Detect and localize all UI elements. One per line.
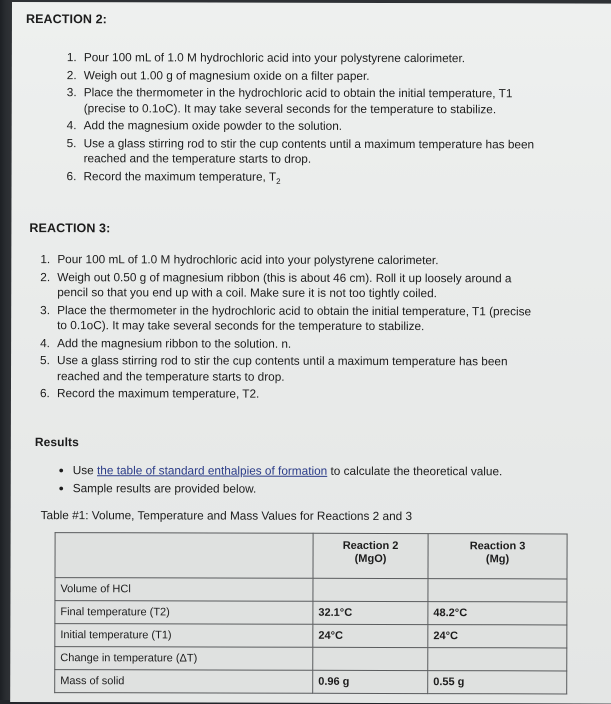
step-number: 4. [40, 335, 50, 350]
step-text-cont: to 0.1oC). It may take several seconds for the temperature to stabilize. [57, 318, 425, 334]
row-label: Volume of HCl [55, 578, 313, 602]
reaction-3-steps [40, 252, 585, 403]
column-header-line: Reaction 3 [469, 540, 526, 553]
enthalpies-table-link[interactable]: the table of standard enthalpies of formation [97, 463, 328, 478]
list-item [67, 68, 587, 85]
table-row [55, 578, 567, 602]
column-header-line: Reaction 2 [342, 539, 399, 553]
column-header-reaction-3 [428, 534, 567, 579]
step-number: 4. [66, 118, 77, 133]
step-number: 1. [40, 252, 51, 267]
table-row [55, 647, 567, 671]
row-label: Change in temperature (ΔT) [55, 647, 313, 671]
table-row [55, 624, 567, 648]
step-number: 3. [66, 85, 77, 100]
step-text: Add the magnesium ribbon to the solution. n. [57, 335, 292, 351]
list-item [40, 270, 585, 302]
step-text: Weigh out 0.50 g of magnesium ribbon (this is about 46 cm). Roll it up loosely around a [57, 269, 512, 285]
results-heading: Results [34, 435, 79, 450]
step-number: 2. [66, 67, 77, 82]
list-item [67, 169, 587, 190]
results-table [54, 532, 567, 694]
list-item [40, 303, 585, 335]
step-text: Record the maximum temperature, T2. [56, 386, 260, 401]
reaction-2-steps [67, 50, 587, 190]
value-cell [313, 578, 428, 601]
step-text: Pour 100 mL of 1.0 M hydrochloric acid into your polystyrene calorimeter. [83, 50, 466, 66]
reaction-3-heading: REACTION 3: [29, 221, 111, 236]
value-cell: 0.96 g [313, 670, 428, 693]
value-cell: 0.55 g [428, 671, 567, 694]
step-number: 3. [40, 302, 51, 317]
table-caption: Table #1: Volume, Temperature and Mass Values for Reactions 2 and 3 [40, 508, 413, 524]
column-header-reaction-2 [313, 533, 428, 578]
step-number: 2. [40, 269, 51, 284]
list-item [59, 463, 503, 480]
subscript: 2 [276, 176, 281, 186]
row-label: Initial temperature (T1) [55, 624, 313, 648]
list-item [59, 481, 503, 498]
step-text-cont: pencil so that you end up with a coil. Make sure it is not too tightly coiled. [57, 285, 437, 301]
step-text-cont: (precise to 0.1oC). It may take several seconds for the temperature to stabilize. [83, 100, 497, 116]
step-text: Use a glass stirring rod to stir the cup contents until a maximum temperature has been [83, 135, 535, 151]
value-cell [313, 647, 428, 670]
row-label: Mass of solid [55, 670, 313, 694]
value-cell [428, 648, 567, 671]
list-item [40, 386, 585, 403]
value-cell [428, 579, 567, 602]
list-item [67, 136, 587, 168]
reaction-2-heading: REACTION 2: [25, 12, 107, 27]
list-item [40, 336, 585, 353]
table-row [55, 601, 567, 625]
step-text: Record the maximum temperature, T [83, 168, 277, 184]
value-cell: 48.2°C [428, 602, 567, 625]
list-item [67, 85, 587, 117]
step-number: 1. [66, 50, 77, 65]
step-number: 5. [40, 353, 50, 368]
step-text: Pour 100 mL of 1.0 M hydrochloric acid into your polystyrene calorimeter. [57, 252, 439, 268]
step-number: 6. [66, 168, 77, 183]
value-cell: 24°C [313, 624, 428, 647]
list-item [67, 50, 587, 67]
list-item [67, 118, 587, 135]
step-number: 5. [66, 135, 77, 150]
column-header-line: (MgO) [354, 552, 387, 565]
step-text: Place the thermometer in the hydrochloric acid to obtain the initial temperature, T1 [83, 85, 513, 101]
table-row [55, 670, 567, 694]
results-bullets [59, 463, 503, 497]
bullet-text: Use [72, 463, 98, 478]
step-text: Weigh out 1.00 g of magnesium oxide on a filter paper. [83, 67, 370, 83]
step-text-cont: reached and the temperature starts to drop. [57, 368, 285, 384]
row-label: Final temperature (T2) [55, 601, 313, 625]
column-header-line: (Mg) [485, 553, 510, 566]
table-header-row [55, 533, 567, 579]
bullet-text: to calculate the theoretical value. [327, 463, 503, 479]
bullet-text: Sample results are provided below. [72, 480, 257, 496]
step-text: Add the magnesium oxide powder to the solution. [83, 118, 343, 133]
step-text: Place the thermometer in the hydrochloric acid to obtain the initial temperature, T1 (precise [57, 302, 532, 318]
value-cell: 32.1°C [313, 601, 428, 624]
step-text-cont: reached and the temperature starts to drop. [83, 151, 312, 166]
list-item [40, 353, 585, 385]
step-number: 6. [39, 386, 50, 401]
table-corner-cell [55, 533, 313, 579]
value-cell: 24°C [428, 625, 567, 648]
document-page [10, 2, 611, 704]
list-item [40, 252, 585, 269]
step-text: Use a glass stirring rod to stir the cup contents until a maximum temperature has been [57, 353, 508, 369]
